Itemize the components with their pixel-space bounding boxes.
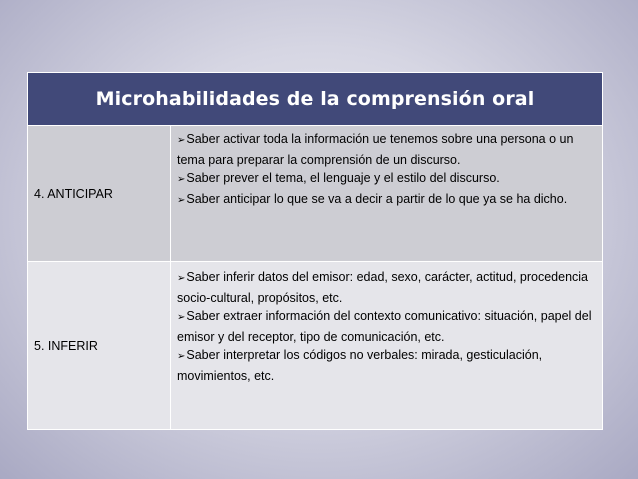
list-item-text: Saber activar toda la información ue tenemos sobre una persona o un tema para preparar la comprensión de un discurso. xyxy=(177,132,574,167)
list-item xyxy=(177,190,596,211)
row-label: 4. ANTICIPAR xyxy=(34,186,113,201)
list-item-text: Saber interpretar los códigos no verbales: mirada, gesticulación, movimientos, etc. xyxy=(177,348,543,383)
list-item-text: Saber anticipar lo que se va a decir a partir de lo que ya se ha dicho. xyxy=(186,191,568,206)
checkmark-arrow-icon: ➢ xyxy=(177,135,186,146)
row-label: 5. INFERIR xyxy=(34,338,98,353)
list-item xyxy=(177,169,596,190)
table-row xyxy=(28,262,602,429)
page-title: Microhabilidades de la comprensión oral xyxy=(95,88,535,110)
row-label-cell xyxy=(28,262,171,429)
list-item-text: Saber prever el tema, el lenguaje y el estilo del discurso. xyxy=(186,171,500,185)
row-content-cell xyxy=(171,126,602,261)
checkmark-arrow-icon: ➢ xyxy=(177,312,186,323)
list-item-text: Saber inferir datos del emisor: edad, sexo, carácter, actitud, procedencia socio-cultural, propósitos, etc. xyxy=(177,270,588,305)
checkmark-arrow-icon: ➢ xyxy=(177,174,186,185)
list-item xyxy=(177,268,596,307)
checkmark-arrow-icon: ➢ xyxy=(177,273,186,284)
table-row xyxy=(28,126,602,262)
list-item xyxy=(177,307,596,346)
row-label-cell xyxy=(28,126,171,261)
content-table xyxy=(27,72,603,430)
list-item xyxy=(177,130,596,169)
list-item xyxy=(177,346,596,385)
row-content-cell xyxy=(171,262,602,429)
list-item-text: Saber extraer información del contexto comunicativo: situación, papel del emisor y del receptor, tipo de comunicación, etc. xyxy=(177,309,592,344)
checkmark-arrow-icon: ➢ xyxy=(177,351,186,362)
checkmark-arrow-icon: ➢ xyxy=(177,194,186,206)
table-header xyxy=(28,73,602,126)
